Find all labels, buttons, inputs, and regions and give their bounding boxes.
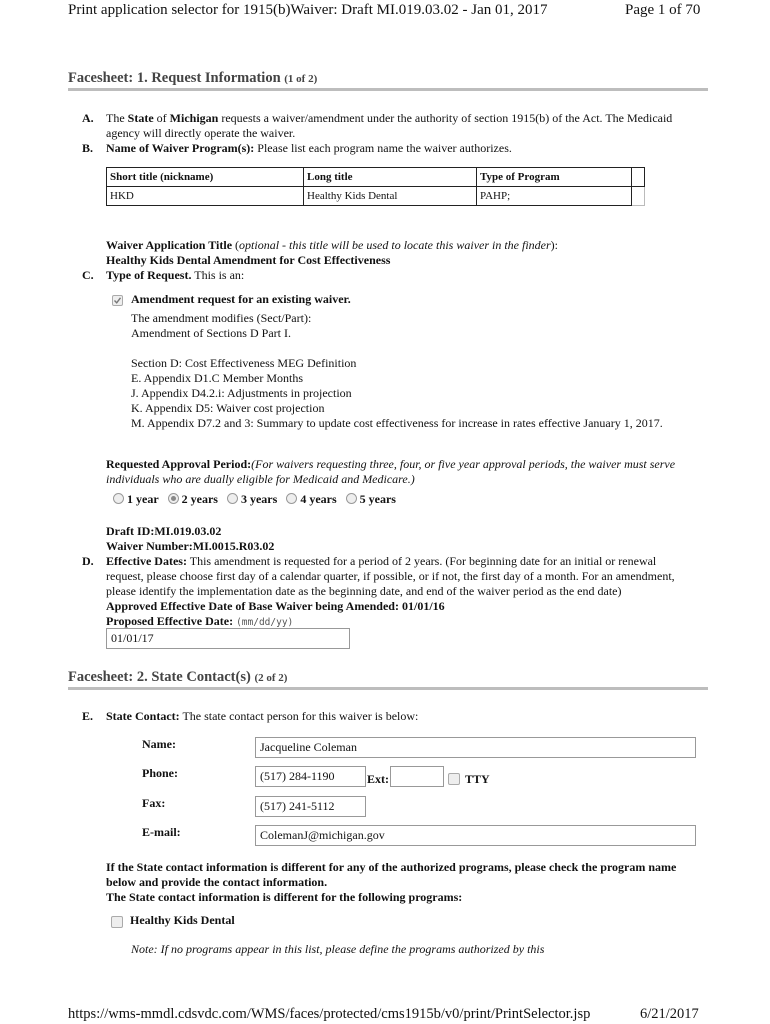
radio-3-years[interactable]: [227, 493, 238, 504]
proposed-date-hint: (mm/dd/yy): [236, 617, 294, 628]
table-header-short-title: Short title (nickname): [107, 168, 304, 187]
item-a-text: [106, 111, 716, 141]
table-header-type: Type of Program: [477, 168, 632, 187]
table-header-row: [107, 168, 645, 187]
section-divider: [68, 687, 708, 690]
item-a-t2: of: [153, 111, 170, 125]
radio-label-5-years: 5 years: [359, 492, 396, 506]
item-a-t3: requests a waiver/amendment under the authority of section 1915(b) of the Act. The Medicaid: [218, 111, 673, 125]
programs-table: [106, 167, 645, 206]
list-item: K. Appendix D5: Waiver cost projection: [131, 401, 325, 415]
check-icon: [113, 296, 122, 305]
amendment-sections-list: [131, 356, 731, 431]
table-row: [107, 187, 645, 206]
item-d-text1: This amendment is requested for a period of 2 years. (For beginning date for an initial or renewal: [186, 554, 657, 568]
section-title-text: Facesheet: 2. State Contact(s): [68, 669, 251, 685]
fax-label: Fax:: [142, 796, 166, 810]
type-of-request-label: Type of Request.: [106, 268, 192, 282]
approval-period-hint2: individuals who are dually eligible for Medicaid and Medicare.): [106, 472, 415, 486]
program-checkbox-healthy-kids-dental[interactable]: [111, 916, 123, 928]
proposed-date-field[interactable]: 01/01/17: [106, 628, 350, 649]
item-d-text: [106, 554, 726, 599]
ext-field[interactable]: [390, 766, 444, 787]
program-checkbox-label: Healthy Kids Dental: [130, 913, 235, 927]
phone-label: Phone:: [142, 766, 178, 780]
phone-field[interactable]: (517) 284-1190: [255, 766, 366, 787]
waiver-number: Waiver Number:MI.0015.R03.02: [106, 539, 275, 553]
item-d-text3: please identify the implementation date as the beginning date, and end of the waiver period as the end date): [106, 584, 622, 598]
email-label: E-mail:: [142, 825, 181, 839]
approval-period: [106, 457, 716, 487]
app-title-hint-open: (: [232, 238, 240, 252]
modifies-label: The amendment modifies (Sect/Part):: [131, 311, 312, 325]
radio-2-years[interactable]: [168, 493, 179, 504]
item-letter-d: D.: [82, 554, 94, 568]
list-item: Section D: Cost Effectiveness MEG Definition: [131, 356, 357, 370]
tty-checkbox[interactable]: [448, 773, 460, 785]
footer-url: https://wms-mmdl.cdsvdc.com/WMS/faces/protected/cms1915b/v0/print/PrintSelector.jsp: [68, 1006, 591, 1022]
item-d-text2: request, please choose first day of a calendar quarter, if possible, or if not, the first day of a month. For an amendment,: [106, 569, 675, 583]
name-label: Name:: [142, 737, 176, 751]
section-divider: [68, 88, 708, 91]
effective-dates-label: Effective Dates:: [106, 554, 187, 568]
table-header-long-title: Long title: [304, 168, 477, 187]
state-name: Michigan: [169, 111, 219, 125]
item-e-description: The state contact person for this waiver is below:: [179, 709, 419, 723]
item-b-text: [106, 141, 512, 156]
app-title-hint: optional - this title will be used to locate this waiver in the finder: [239, 238, 551, 252]
radio-5-years[interactable]: [346, 493, 357, 504]
item-e-text: [106, 709, 418, 724]
different-contact-line2: below and provide the contact information.: [106, 875, 328, 889]
radio-1-year[interactable]: [113, 493, 124, 504]
item-c-description: This is an:: [191, 268, 245, 282]
app-title-label: [106, 238, 558, 253]
radio-label-1-year: 1 year: [127, 492, 159, 506]
tty-label: TTY: [465, 772, 490, 786]
item-c-text: [106, 268, 244, 283]
programs-note: Note: If no programs appear in this list, please define the programs authorized by this: [131, 942, 545, 956]
section-title-request-info: [68, 70, 317, 87]
item-a-line2: agency will directly operate the waiver.: [106, 126, 296, 140]
table-cell-short-title: HKD: [107, 187, 304, 206]
ext-label: Ext:: [367, 772, 389, 786]
approved-effective-date: Approved Effective Date of Base Waiver being Amended: 01/01/16: [106, 599, 445, 613]
app-title-value: Healthy Kids Dental Amendment for Cost Effectiveness: [106, 253, 391, 267]
section-count: (1 of 2): [284, 73, 318, 85]
item-a-t1: The: [106, 111, 128, 125]
proposed-date-label: Proposed Effective Date:: [106, 614, 234, 628]
email-field[interactable]: ColemanJ@michigan.gov: [255, 825, 696, 846]
list-item: E. Appendix D1.C Member Months: [131, 371, 303, 385]
radio-label-2-years: 2 years: [181, 492, 218, 506]
table-cell-long-title: Healthy Kids Dental: [304, 187, 477, 206]
item-b-description: Please list each program name the waiver authorizes.: [254, 141, 512, 155]
name-field[interactable]: Jacqueline Coleman: [255, 737, 696, 758]
approval-period-label: Requested Approval Period:: [106, 457, 252, 471]
approval-period-hint1: (For waivers requesting three, four, or five year approval periods, the waiver must serve: [251, 457, 676, 471]
state-word: State: [127, 111, 154, 125]
list-item: M. Appendix D7.2 and 3: Summary to update cost effectiveness for increase in rates effective January 1, 2017.: [131, 416, 663, 430]
table-cell-type: PAHP;: [477, 187, 632, 206]
section-title-text: Facesheet: 1. Request Information: [68, 70, 281, 86]
amendment-checkbox[interactable]: [112, 295, 123, 306]
item-letter-a: A.: [82, 111, 94, 125]
app-title-label-text: Waiver Application Title: [106, 238, 233, 252]
waiver-program-label: Name of Waiver Program(s):: [106, 141, 255, 155]
draft-id: Draft ID:MI.019.03.02: [106, 524, 222, 538]
amendment-checkbox-label: Amendment request for an existing waiver.: [131, 292, 351, 306]
different-contact-line3: The State contact information is different for the following programs:: [106, 890, 463, 904]
radio-label-4-years: 4 years: [300, 492, 337, 506]
list-item: J. Appendix D4.2.i: Adjustments in projection: [131, 386, 352, 400]
fax-field[interactable]: (517) 241-5112: [255, 796, 366, 817]
print-header-title: Print application selector for 1915(b)Waiver: Draft MI.019.03.02 - Jan 01, 2017: [68, 2, 548, 18]
table-cell-spacer: [632, 187, 645, 206]
state-contact-label: State Contact:: [106, 709, 180, 723]
section-title-state-contacts: [68, 669, 287, 686]
radio-label-3-years: 3 years: [240, 492, 278, 506]
modifies-value: Amendment of Sections D Part I.: [131, 326, 291, 340]
item-letter-e: E.: [82, 709, 94, 723]
different-contact-text: [106, 860, 726, 905]
footer-date: 6/21/2017: [640, 1006, 699, 1022]
radio-4-years[interactable]: [286, 493, 297, 504]
page-number: Page 1 of 70: [625, 2, 701, 18]
different-contact-line1: If the State contact information is different for any of the authorized programs, please check the program name: [106, 860, 677, 874]
section-count: (2 of 2): [254, 672, 288, 684]
app-title-hint-close: ):: [550, 238, 559, 252]
table-header-spacer: [632, 168, 645, 187]
item-letter-b: B.: [82, 141, 94, 155]
item-letter-c: C.: [82, 268, 94, 282]
approval-period-options: [113, 492, 396, 507]
